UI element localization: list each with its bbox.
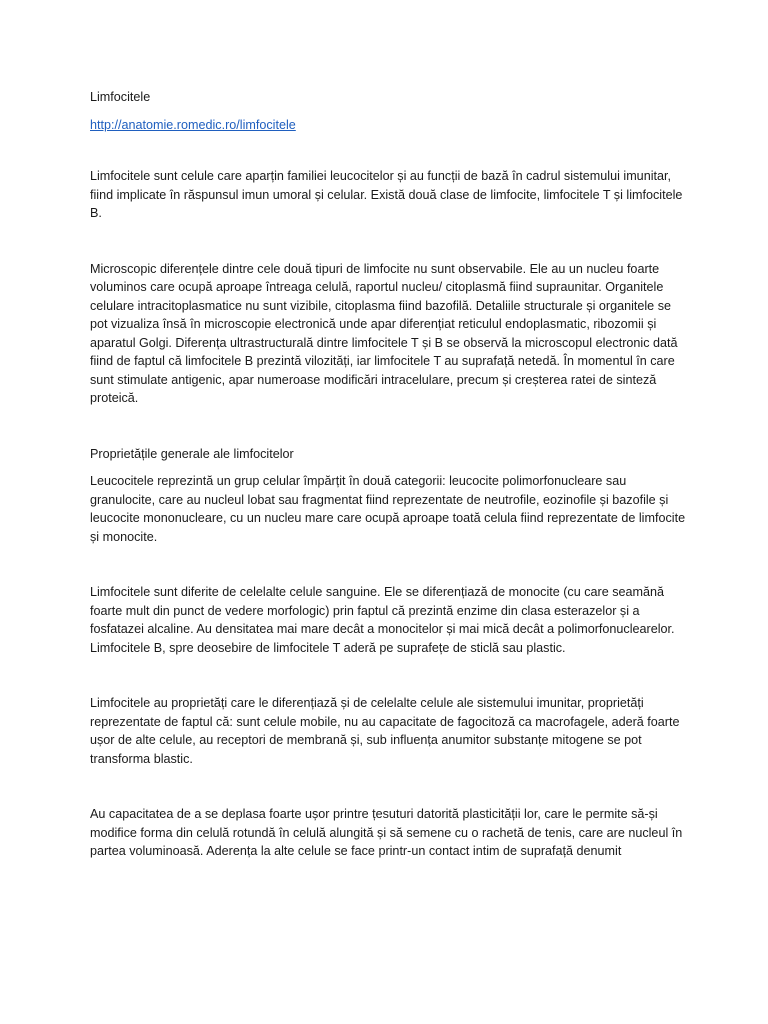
paragraph-deplasare: Au capacitatea de a se deplasa foarte ușor printre țesuturi datorită plasticității lor, care le permite să-și modifice forma din celulă rotundă în celulă alungită și să semene cu o rachetă de tenis, care are nucleul în partea voluminoasă. Aderența la alte celule se face printr-un contact intim de suprafață denumit (90, 807, 683, 858)
paragraph-proprietati: Limfocitele au proprietăți care le diferențiază și de celelalte celule ale sistemului imunitar, proprietăți reprezentate de faptul că: sunt celule mobile, nu au capacitate de fagocitoză ca macrofagele, aderă foarte ușor de alte celule, au receptori de membrană și, sub influența anumitor substanțe mitogene se pot transforma blastic. (90, 696, 680, 766)
document-page (90, 88, 690, 861)
source-link[interactable]: http://anatomie.romedic.ro/limfocitele (90, 117, 296, 132)
paragraph-differente: Limfocitele sunt diferite de celelalte celule sanguine. Ele se diferențiază de monocite (cu care seamănă foarte mult din punct de vedere morfologic) prin faptul că prezintă enzime din clasa esterazelor și a fosfatazei alcaline. Au densitatea mai mare decât a monocitelor și mai mică decât a polimorfonuclearelor. Limfocitele B, spre deosebire de limfocitele T aderă pe suprafețe de sticlă sau plastic. (90, 585, 675, 655)
paragraph-leucocite: Leucocitele reprezintă un grup celular împărțit în două categorii: leucocite polimorfonucleare sau granulocite, care au nucleul lobat sau fragmentat fiind reprezentate de neutrofile, eozinofile și bazofile și leucocite mononucleare, cu un nucleu mare care ocupă aproape toată celula fiind reprezentate de limfocite și monocite. (90, 474, 686, 544)
paragraph-intro: Limfocitele sunt celule care aparțin familiei leucocitelor și au funcții de bază în cadrul sistemului imunitar, fiind implicate în răspunsul imun umoral și celular. Există două clase de limfocite, limfocitele T și limfocitele B. (90, 169, 683, 220)
section-heading: Proprietățile generale ale limfocitelor (90, 446, 294, 461)
paragraph-microscopic: Microscopic diferențele dintre cele două tipuri de limfocite nu sunt observabile. Ele au un nucleu foarte voluminos care ocupă aproape întreaga celulă, raportul nucleu/ citoplasmă fiind supraunitar. Organitele celulare intracitoplasmatice nu sunt vizibile, citoplasma fiind bazofilă. Detaliile structurale și organitele se pot vizualiza însă în microscopie electronică unde apar diferențiat reticulul endoplasmatic, ribozomii și aparatul Golgi. Diferența ultrastructurală dintre limfocitele T și B se observă la microscopul electronic dată fiind de faptul că limfocitele B prezintă vilozități, iar limfocitele T au suprafață netedă. În momentul în care sunt stimulate antigenic, apar numeroase modificări intracelulare, precum și creșterea ratei de sinteză proteică. (90, 261, 678, 405)
document-title: Limfocitele (90, 90, 151, 104)
